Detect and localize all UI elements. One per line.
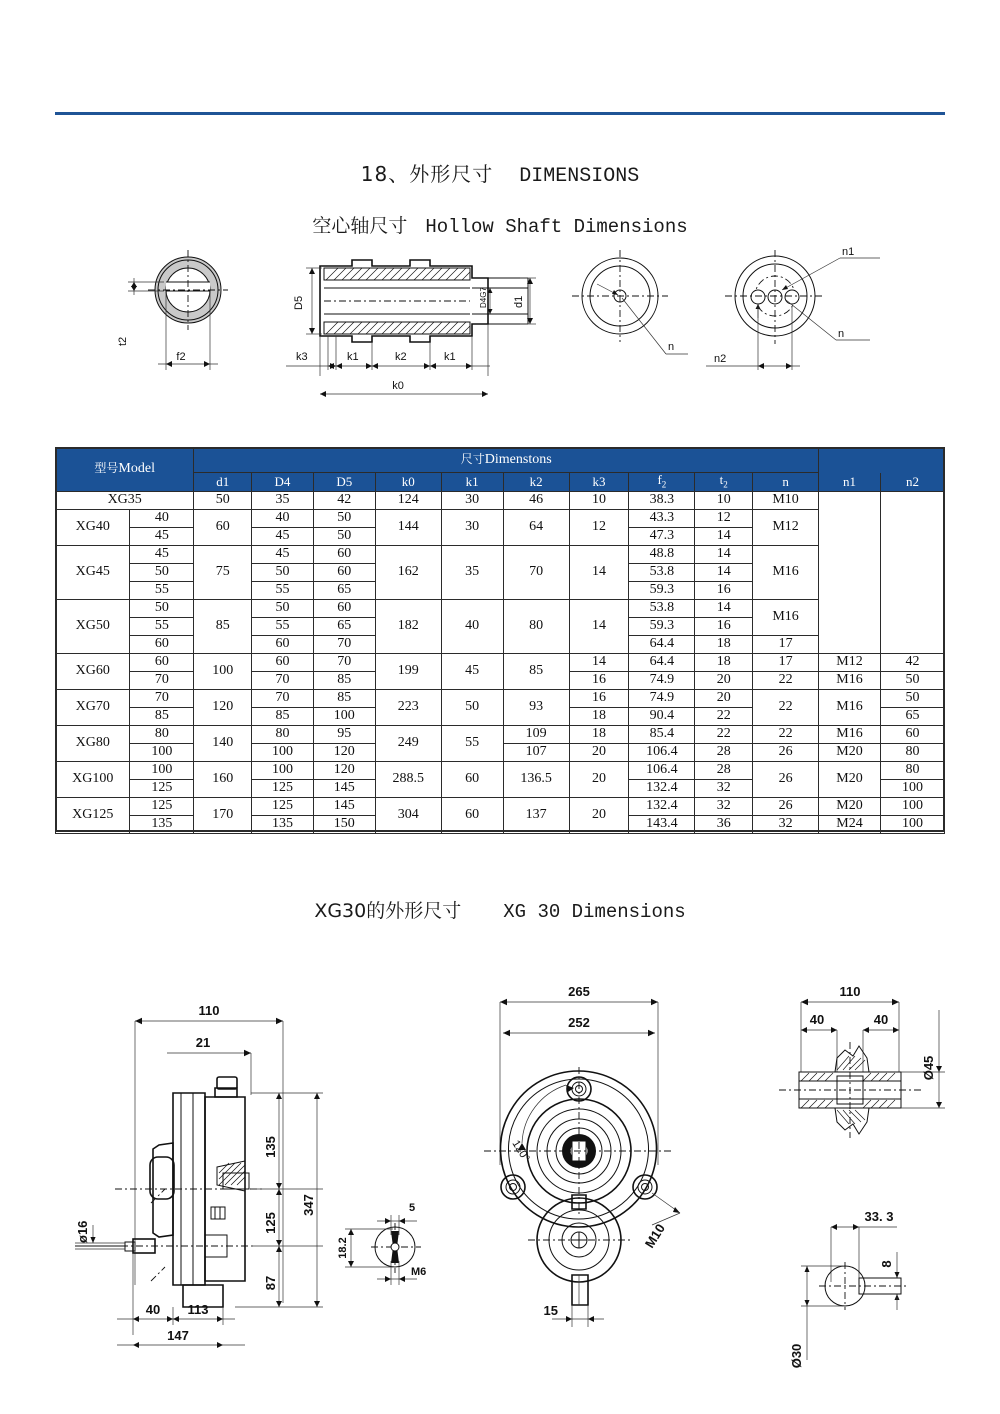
cell-t2: 18 [695, 636, 753, 654]
cell-D5: 150 [313, 816, 375, 834]
cell-D5: 65 [313, 582, 375, 600]
cell-D5: 65 [313, 618, 375, 636]
cell-n2: 80 [880, 762, 944, 780]
cell-D4: 160 [194, 762, 252, 798]
cell-k3: 14 [569, 600, 629, 654]
cell-n2: 50 [880, 690, 944, 708]
dim-M6: M6 [411, 1266, 427, 1278]
cell-f2: 74.9 [629, 672, 695, 690]
cell-k3: 12 [569, 510, 629, 546]
cell-D4-sub: 125 [252, 798, 314, 816]
cell-d1: 125 [130, 798, 194, 816]
header-dim-en: Dimenstons [484, 451, 552, 467]
cell-D5: 85 [313, 690, 375, 708]
cell-D5: 145 [313, 798, 375, 816]
cell-model: XG35 [56, 492, 194, 510]
table-row [56, 690, 945, 708]
header-col-n2: n2 [880, 473, 944, 492]
cell-D5: 85 [313, 672, 375, 690]
cell-D4-sub: 50 [252, 600, 314, 618]
xg30-key-detail-drawing [325, 1185, 475, 1305]
cell-D4-sub: 50 [252, 564, 314, 582]
label-D5: D5 [293, 295, 305, 310]
dim-110: 110 [198, 1003, 220, 1018]
cell-f2: 53.8 [629, 564, 695, 582]
cell-f2: 106.4 [629, 762, 695, 780]
subtitle [0, 211, 1000, 238]
cell-d1: 60 [130, 636, 194, 654]
cell-t2: 18 [695, 654, 753, 672]
cell-f2: 143.4 [629, 816, 695, 834]
cell-k0: 304 [375, 798, 441, 834]
cell-f2: 47.3 [629, 528, 695, 546]
cell-t2: 32 [695, 780, 753, 798]
cell-D5: 42 [313, 492, 375, 510]
cell-n2-blank [880, 492, 944, 654]
header-col-k2: k2 [503, 473, 569, 492]
cell-model: XG50 [56, 600, 130, 654]
table-row [56, 492, 945, 510]
cell-f2: 132.4 [629, 798, 695, 816]
cell-k3: 20 [569, 744, 629, 762]
cell-d1: 60 [130, 654, 194, 672]
cell-D5: 60 [313, 546, 375, 564]
table-row [56, 654, 945, 672]
cell-n1-blank [819, 492, 881, 654]
cell-D4-sub: 60 [252, 636, 314, 654]
dim-15: 15 [543, 1303, 558, 1318]
subtitle-en-label: Hollow Shaft Dimensions [425, 216, 688, 238]
cell-k2: 93 [503, 690, 569, 726]
section2-cn-label: XG30的外形尺寸 [314, 900, 462, 922]
cell-n2: 100 [880, 798, 944, 816]
label-f2: f2 [176, 351, 186, 363]
cell-t2: 20 [695, 690, 753, 708]
table-row [56, 726, 945, 744]
cell-d1: 135 [130, 816, 194, 834]
cell-f2: 74.9 [629, 690, 695, 708]
cell-n1: M16 [819, 672, 881, 690]
header-blank [819, 448, 945, 473]
cell-t2: 32 [695, 798, 753, 816]
cell-D4-sub: 125 [252, 780, 314, 798]
cell-D4: 85 [194, 600, 252, 654]
header-col-f2: $f_2$ [629, 473, 695, 492]
end-view-multi-hole [706, 246, 880, 370]
cell-f2: 48.8 [629, 546, 695, 564]
cell-t2: 16 [695, 618, 753, 636]
cell-n2: 42 [880, 654, 944, 672]
header-col-n: n [753, 473, 819, 492]
dim-40: 40 [145, 1302, 161, 1317]
cell-n: 22 [753, 672, 819, 690]
dim-18-2: 18.2 [337, 1237, 349, 1259]
dim-dia-30: Ø30 [789, 1343, 804, 1369]
cell-d1: 40 [130, 510, 194, 528]
cell-D5: 100 [313, 708, 375, 726]
cell-k2: 136.5 [503, 762, 569, 798]
xg30-side-view-drawing [55, 985, 355, 1360]
end-view-single-hole [572, 250, 688, 354]
cell-n: 26 [753, 744, 819, 762]
cell-k3: 18 [569, 726, 629, 744]
cell-k0: 162 [375, 546, 441, 600]
cell-n1: M16 [819, 690, 881, 726]
cell-d1: 50 [194, 492, 252, 510]
cell-n1: M16 [819, 726, 881, 744]
label-n-multi: n [838, 328, 845, 340]
cell-D5: 50 [313, 510, 375, 528]
cell-D4: 140 [194, 726, 252, 762]
cell-k3: 14 [569, 654, 629, 672]
dim-135: 135 [263, 1136, 278, 1158]
dim-21: 21 [195, 1035, 211, 1050]
cell-f2: 106.4 [629, 744, 695, 762]
longitudinal-section-view [286, 260, 536, 397]
dim-120deg: 120° [509, 1138, 532, 1164]
cell-t2: 14 [695, 546, 753, 564]
cell-d1: 45 [130, 528, 194, 546]
section-number-label: 18、外形尺寸 [360, 162, 494, 186]
cell-k1: 55 [441, 726, 503, 762]
label-n2: n2 [714, 353, 727, 365]
cell-f2: 85.4 [629, 726, 695, 744]
cell-D4: 170 [194, 798, 252, 834]
cell-n: 26 [753, 762, 819, 798]
cell-k3: 16 [569, 672, 629, 690]
header-dimensions-group [194, 448, 819, 473]
label-t2: t2 [117, 336, 129, 346]
hollow-shaft-diagram [110, 248, 900, 418]
dim-shaft-40-left: 40 [809, 1012, 825, 1027]
table-row [56, 546, 945, 564]
cell-model: XG100 [56, 762, 130, 798]
cell-f2: 64.4 [629, 636, 695, 654]
cell-t2: 10 [695, 492, 753, 510]
cell-n: M12 [753, 510, 819, 546]
section2-en-label: XG 30 Dimensions [503, 901, 686, 923]
table-row [56, 762, 945, 780]
cell-k3: 16 [569, 690, 629, 708]
cell-D4-sub: 135 [252, 816, 314, 834]
section-title-en-label: DIMENSIONS [519, 165, 640, 188]
cell-f2: 59.3 [629, 618, 695, 636]
cell-k2: 107 [503, 744, 569, 762]
cell-k1: 30 [441, 492, 503, 510]
label-n1: n1 [842, 246, 855, 258]
cell-k1: 40 [441, 600, 503, 654]
dim-113: 113 [187, 1302, 209, 1317]
dim-147: 147 [167, 1328, 189, 1343]
cell-D4: 75 [194, 546, 252, 600]
cell-f2: 59.3 [629, 582, 695, 600]
cell-model: XG70 [56, 690, 130, 726]
cell-n: M10 [753, 492, 819, 510]
cell-n2: 50 [880, 672, 944, 690]
cell-k3: 18 [569, 708, 629, 726]
dim-347: 347 [301, 1194, 316, 1216]
cell-d1: 50 [130, 564, 194, 582]
label-D4G7: D4G7 [479, 287, 488, 308]
dim-265: 265 [568, 984, 590, 999]
cell-n: 17 [753, 654, 819, 672]
cell-D5: 120 [313, 762, 375, 780]
cell-k1: 60 [441, 798, 503, 834]
dim-shaft-110: 110 [839, 984, 861, 999]
cell-d1: 100 [130, 762, 194, 780]
table-row [56, 600, 945, 618]
cell-D4-sub: 100 [252, 744, 314, 762]
dimensions-table [55, 447, 945, 834]
dim-8: 8 [879, 1260, 894, 1268]
cell-k2: 85 [503, 654, 569, 690]
cell-k2: 137 [503, 798, 569, 834]
cell-k0: 288.5 [375, 762, 441, 798]
cell-D5: 60 [313, 564, 375, 582]
header-col-D4: D4 [252, 473, 314, 492]
header-rule [55, 112, 945, 115]
cell-n: 32 [753, 816, 819, 834]
xg30-key-section-drawing [785, 1200, 960, 1375]
cell-k2: 70 [503, 546, 569, 600]
cell-n: M16 [753, 546, 819, 600]
dim-shaft-dia: ø16 [75, 1220, 90, 1243]
cell-model: XG40 [56, 510, 130, 546]
end-view-keyway [117, 250, 228, 370]
cell-k2: 80 [503, 600, 569, 654]
cell-k0: 182 [375, 600, 441, 654]
dim-87: 87 [263, 1275, 278, 1291]
cell-t2: 28 [695, 744, 753, 762]
cell-k3: 10 [569, 492, 629, 510]
cell-D5: 70 [313, 636, 375, 654]
cell-t2: 16 [695, 582, 753, 600]
cell-d1: 50 [130, 600, 194, 618]
table-header-row-1 [56, 448, 945, 473]
cell-n1: M24 [819, 816, 881, 834]
cell-f2: 38.3 [629, 492, 695, 510]
cell-k1: 50 [441, 690, 503, 726]
dim-252: 252 [568, 1015, 590, 1030]
dim-shaft-dia-45: Ø45 [921, 1055, 936, 1081]
cell-D5: 120 [313, 744, 375, 762]
header-col-D5: D5 [313, 473, 375, 492]
cell-n: 17 [753, 636, 819, 654]
cell-D4-sub: 40 [252, 510, 314, 528]
cell-k3: 20 [569, 762, 629, 798]
cell-D4-sub: 45 [252, 528, 314, 546]
cell-d1: 80 [130, 726, 194, 744]
label-k0: k0 [392, 380, 404, 392]
cell-t2: 28 [695, 762, 753, 780]
label-k2: k2 [395, 351, 407, 363]
subtitle-cn-label: 空心轴尺寸 [312, 215, 408, 237]
cell-d1: 100 [130, 744, 194, 762]
cell-t2: 20 [695, 672, 753, 690]
table-row [56, 510, 945, 528]
cell-k1: 30 [441, 510, 503, 546]
cell-d1: 70 [130, 690, 194, 708]
table-row [56, 798, 945, 816]
cell-D4-sub: 60 [252, 654, 314, 672]
dim-33-3: 33. 3 [864, 1209, 894, 1224]
cell-t2: 14 [695, 564, 753, 582]
cell-n: M16 [753, 600, 819, 636]
dim-M10: M10 [641, 1221, 668, 1251]
cell-t2: 22 [695, 708, 753, 726]
cell-n2: 100 [880, 816, 944, 834]
cell-k1: 45 [441, 654, 503, 690]
cell-t2: 36 [695, 816, 753, 834]
header-dim-cn: 尺寸 [460, 451, 485, 466]
cell-d1: 125 [130, 780, 194, 798]
header-col-d1: d1 [194, 473, 252, 492]
cell-n2: 65 [880, 708, 944, 726]
cell-k3: 14 [569, 546, 629, 600]
cell-n1: M20 [819, 798, 881, 816]
cell-k1: 60 [441, 762, 503, 798]
cell-n: 22 [753, 726, 819, 744]
cell-f2: 64.4 [629, 654, 695, 672]
cell-n2: 80 [880, 744, 944, 762]
cell-n1: M20 [819, 762, 881, 798]
cell-t2: 22 [695, 726, 753, 744]
cell-D4: 100 [194, 654, 252, 690]
dim-125: 125 [263, 1212, 278, 1234]
cell-n: 26 [753, 798, 819, 816]
header-col-k3: k3 [569, 473, 629, 492]
header-col-k0: k0 [375, 473, 441, 492]
cell-k2: 46 [503, 492, 569, 510]
cell-d1: 55 [130, 582, 194, 600]
cell-d1: 85 [130, 708, 194, 726]
header-model [56, 448, 194, 492]
header-col-n1: n1 [819, 473, 881, 492]
cell-n1: M20 [819, 744, 881, 762]
cell-D4-sub: 70 [252, 690, 314, 708]
table-body [56, 492, 945, 834]
cell-D4: 35 [252, 492, 314, 510]
xg30-front-view-drawing [480, 975, 710, 1350]
cell-t2: 12 [695, 510, 753, 528]
cell-f2: 90.4 [629, 708, 695, 726]
cell-model: XG60 [56, 654, 130, 690]
cell-D4: 60 [194, 510, 252, 546]
cell-k3: 20 [569, 798, 629, 834]
cell-n2: 100 [880, 780, 944, 798]
label-k3: k3 [296, 351, 308, 363]
cell-n: 22 [753, 690, 819, 726]
cell-model: XG80 [56, 726, 130, 762]
cell-f2: 132.4 [629, 780, 695, 798]
cell-D4-sub: 100 [252, 762, 314, 780]
cell-d1: 70 [130, 672, 194, 690]
cell-d1: 55 [130, 618, 194, 636]
section2-title [0, 896, 1000, 923]
cell-D5: 50 [313, 528, 375, 546]
cell-D5: 145 [313, 780, 375, 798]
cell-t2: 14 [695, 528, 753, 546]
label-n-single: n [668, 341, 675, 353]
cell-k0: 144 [375, 510, 441, 546]
xg30-shaft-section-drawing [775, 980, 985, 1180]
cell-D4-sub: 85 [252, 708, 314, 726]
table-head [56, 448, 945, 492]
cell-D5: 70 [313, 654, 375, 672]
header-model-cn: 型号 [94, 461, 119, 476]
cell-k0: 124 [375, 492, 441, 510]
cell-n2: 60 [880, 726, 944, 744]
cell-model: XG45 [56, 546, 130, 600]
cell-t2: 14 [695, 600, 753, 618]
cell-k2: 109 [503, 726, 569, 744]
cell-D5: 95 [313, 726, 375, 744]
dim-shaft-40-right: 40 [873, 1012, 889, 1027]
cell-D4-sub: 70 [252, 672, 314, 690]
label-d1: d1 [513, 295, 525, 308]
label-k1-right: k1 [444, 351, 456, 363]
cell-D5: 60 [313, 600, 375, 618]
cell-d1: 45 [130, 546, 194, 564]
header-model-en: Model [118, 461, 155, 477]
cell-D4-sub: 55 [252, 582, 314, 600]
cell-k2: 64 [503, 510, 569, 546]
cell-D4: 120 [194, 690, 252, 726]
cell-f2: 43.3 [629, 510, 695, 528]
cell-model: XG125 [56, 798, 130, 834]
dim-5: 5 [409, 1202, 416, 1214]
label-k1-left: k1 [347, 351, 359, 363]
cell-k0: 199 [375, 654, 441, 690]
page-title [0, 158, 1000, 188]
cell-n1: M12 [819, 654, 881, 672]
cell-k0: 249 [375, 726, 441, 762]
cell-D4-sub: 55 [252, 618, 314, 636]
cell-k1: 35 [441, 546, 503, 600]
cell-k0: 223 [375, 690, 441, 726]
cell-f2: 53.8 [629, 600, 695, 618]
header-col-t2: $t_2$ [695, 473, 753, 492]
cell-D4-sub: 45 [252, 546, 314, 564]
cell-D4-sub: 80 [252, 726, 314, 744]
header-col-k1: k1 [441, 473, 503, 492]
